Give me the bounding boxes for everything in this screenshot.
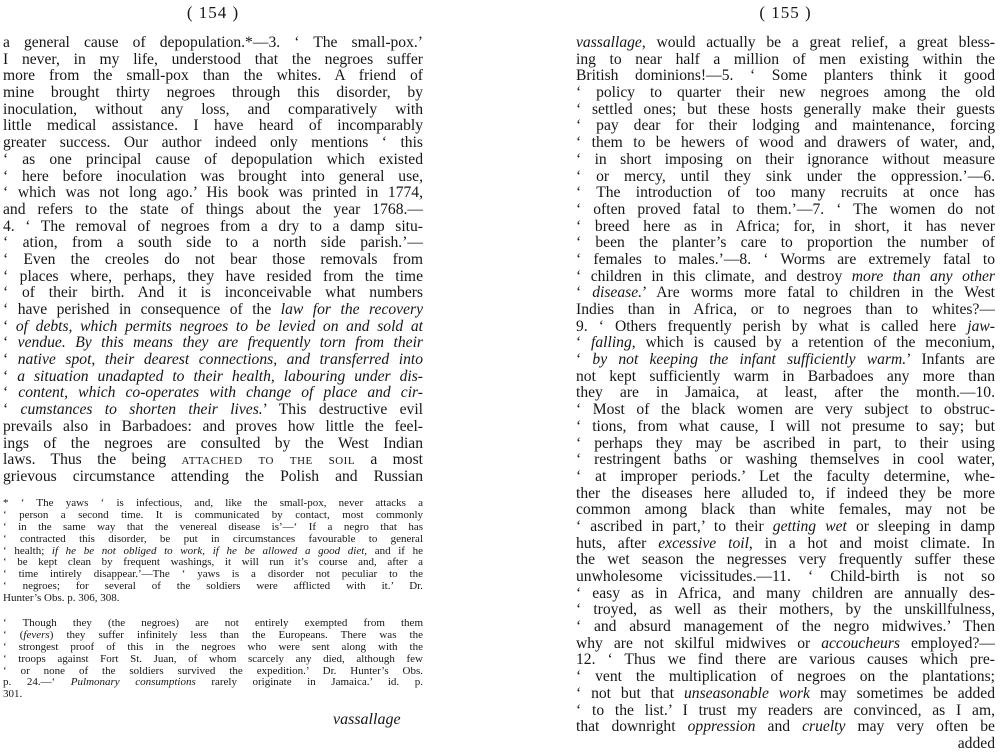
right-page [576,0,995,753]
text-line [576,385,995,402]
text-run: rarely originate in Jamaica.’ id. p. [195,677,423,689]
text-line [3,352,423,369]
text-line [576,302,995,319]
text-run: ‘ troops against Fort St. Juan, of whom scarcely any died, although few [3,653,423,665]
text-run: inoculation, without any loss, and comparatively with [3,101,423,118]
text-run: more from the small-pox than the whites. A friend of [3,68,423,85]
text-line [3,302,423,319]
italic-text: native spot, their dearest connections, and transferred into [17,352,423,369]
text-line [576,52,995,69]
text-run: p. 24.—‘ [3,677,71,689]
text-run: ‘ [3,335,18,352]
text-line [3,202,423,219]
text-run: ‘ here before inoculation was brought into general use, [3,168,423,185]
text-run: ‘ children in this climate, and destroy [576,268,852,285]
text-line [576,519,995,536]
text-run: ‘ [576,335,592,352]
text-run: 12. ‘ Thus we find there are various causes which pre- [576,652,995,669]
footnote-line [3,569,423,581]
text-run: ‘ them to be hewers of wood and drawers of water, and, [576,135,995,152]
text-run: ‘ at improper periods.’ Let the faculty determine, whe- [576,468,995,485]
italic-text: accoucheurs [821,635,900,652]
text-run: ‘ as one principal cause of depopulation which existed [3,151,423,168]
text-run: little medical assistance. I have heard of incomparably [3,118,423,135]
footnote-line [3,581,423,593]
text-line [576,486,995,503]
text-line [576,402,995,419]
text-line [3,135,423,152]
italic-text: getting wet [772,518,847,535]
text-line [576,35,995,52]
page-number-154: ( 154 ) [186,3,240,22]
text-line [3,452,423,469]
italic-text: falling [591,335,632,352]
text-run: I never, in my life, understood that the negroes suffer [3,51,423,68]
text-run: ‘ females to males.’—8. ‘ Worms are extremely fatal to [576,251,995,268]
text-run: ings of the negroes are consulted by the West Indian [3,435,423,452]
text-line [576,736,995,753]
italic-text: jaw- [967,318,995,335]
text-line [3,252,423,269]
text-line [576,536,995,553]
text-run: ‘ Most of the black women are very subject to obstruc- [576,402,995,419]
footnote-gap [3,605,423,618]
text-run: and if he [367,545,423,557]
text-run: Indies than in Africa, or to negroes than to whites?— [576,302,995,318]
text-line [3,469,423,486]
text-run: ‘ [3,402,21,419]
footnote-line [3,642,423,654]
text-run: common among black than white females, may not be [576,502,995,519]
italic-text: content, which co-operates with change of place and cir- [18,385,423,402]
text-line [576,169,995,186]
text-line [576,602,995,619]
footnote-line [3,498,423,510]
text-run: ‘ strongest proof of this in the negroes who were sent along with the [3,641,423,653]
text-line [576,586,995,603]
text-line [576,118,995,135]
text-run: laws. Thus the being [3,452,182,469]
italic-text: a situation unadapted to their health, labouring under dis- [17,368,423,385]
text-line [3,118,423,135]
italic-text: unseasonable work [683,685,810,702]
italic-text: of debts, which permits negroes to be levied on and sold at [15,318,423,335]
text-run: ‘ breed here as in Africa; for, in short, it has never [576,218,995,235]
italic-text: Pulmonary consumptions [70,677,196,689]
text-run: ‘ been the planter’s care to proportion the number of [576,235,995,252]
text-line [3,402,423,419]
text-run: ‘ health; [3,545,52,557]
text-run: a general cause of depopulation.*—3. ‘ The small-pox.’ [3,35,423,51]
text-run: 301. [3,689,23,701]
footnote-line [3,677,423,689]
italic-text: vendue. By this means they are frequently torn from their [17,335,423,352]
text-run: ‘ to the list.’ I trust my readers are convinced, as I am, [576,702,995,719]
text-run: grievous circumstance attending the Polish and Russian [3,468,423,485]
text-line [576,436,995,453]
text-run: ther the diseases here alluded to, if indeed they be more [576,485,995,502]
text-run: ‘ policy to quarter their new negroes among the old [576,85,995,102]
text-run: ’ This destructive evil [262,402,423,419]
text-line [576,619,995,636]
italic-text: by not keeping the infant sufficiently warm. [592,352,907,369]
italic-text: cruelty [802,719,846,736]
text-run: and refers to the state of things about the year 1768.— [3,201,423,218]
text-run: , in a hot and moist climate. In [748,535,995,552]
text-line [576,252,995,269]
text-line [576,636,995,653]
text-line [3,235,423,252]
italic-text: vassallage [576,35,642,51]
text-run: ‘ [576,285,593,302]
text-line [576,135,995,152]
text-run: ‘ restringent baths or washing themselves in cool water, [576,452,995,469]
text-run: ’ Infants are [906,352,995,369]
text-run: ‘ often proved fatal to them.’—7. ‘ The women do not [576,201,995,218]
text-line [3,169,423,186]
text-run: 4. ‘ The removal of negroes from a dry to a damp situ- [3,218,423,235]
text-line [3,269,423,286]
text-run: not kept sufficiently warm in Barbadoes any more than [576,368,995,385]
page-number-155: ( 155 ) [759,3,812,22]
text-run: ‘ [3,318,16,335]
footnote [3,498,423,605]
text-line [3,35,423,52]
text-line [3,219,423,236]
text-run: ‘ ascribed in part,’ to their [576,518,773,535]
text-run: ‘ time intirely disappear.’—The ‘ yaws is a disorder not peculiar to the [3,569,423,581]
text-line [3,419,423,436]
text-line [576,686,995,703]
text-run: ‘ [3,368,18,385]
italic-text: oppression [687,719,756,736]
left-page-body-text [3,35,423,486]
text-line [576,269,995,286]
text-run: ‘ [576,352,593,369]
text-line [576,569,995,586]
text-run: Hunter’s Obs. p. 306, 308. [3,593,120,605]
text-run: may very often be [845,719,995,736]
text-run: ‘ The introduction of too many recruits at once has [576,185,995,202]
text-line [3,369,423,386]
footnote-line [3,522,423,534]
text-line [576,703,995,720]
text-run: ‘ negroes; for several of the soldiers were afflicted with it.’ Dr. [3,581,423,593]
text-run: ing to near half a million of men existing within the [576,51,995,68]
text-run: may sometimes be added [809,685,995,702]
text-run: British dominions!—5. ‘ Some planters think it good [576,68,995,85]
footnote-line [3,666,423,678]
text-run: huts, after [576,535,659,552]
text-line [576,669,995,686]
text-line [3,335,423,352]
text-run: that downright [576,719,688,736]
text-run: why are not skilful midwives or [576,635,822,652]
text-line [576,452,995,469]
text-line [3,152,423,169]
text-line [576,185,995,202]
text-run: or sleeping in damp [846,518,995,535]
text-line [3,436,423,453]
text-run: employed?— [900,635,995,652]
text-run: added [957,735,995,752]
text-run: ‘ [3,352,18,369]
text-line [3,285,423,302]
text-line [576,235,995,252]
text-line [3,319,423,336]
text-run: ‘ and absurd management of the negro midwives.’ Then [576,619,995,636]
text-run: , would actually be a great relief, a great bless- [641,35,995,51]
text-run: ) they suffer infinitely less than the Europeans. There was the [49,629,423,641]
text-run: prevails also in Barbadoes: and proves how little the feel- [3,418,423,435]
footnote-line [3,654,423,666]
text-run: ‘ places where, perhaps, they have resided from the time [3,268,423,285]
text-run: 9. ‘ Others frequently perish by what is called here [576,318,968,335]
text-line [3,185,423,202]
footnote-line [3,689,423,701]
text-run: ‘ troyed, as well as their mothers, by the unskillfulness, [576,602,995,619]
text-line [3,68,423,85]
footnote-line [3,557,423,569]
footnote-line [3,630,423,642]
text-run: ‘ Even the creoles do not bear those removals from [3,251,423,268]
text-line [576,202,995,219]
text-line [576,419,995,436]
italic-text: fevers [23,629,50,641]
left-page [3,0,423,486]
text-run: ‘ which was not long ago.’ His book was printed in 1774, [3,185,423,202]
text-run: ‘ have perished in consequence of the [3,302,281,318]
text-line [576,219,995,236]
text-line [576,285,995,302]
footnote [3,618,423,701]
text-line [576,85,995,102]
footnote-line [3,510,423,522]
text-line [576,335,995,352]
text-run: ‘ be kept clean by frequent washings, it will run it’s course and, after a [3,557,423,569]
text-run: ‘ pay dear for their lodging and maintenance, forcing [576,118,995,135]
text-run: unwholesome vicissitudes.—11. ‘ Child-birth is not so [576,569,995,585]
text-run: ‘ Though they (the negroes) are not entirely exempted from them [3,618,423,630]
text-line [576,152,995,169]
text-run: greater success. Our author indeed only mentions ‘ this [3,135,423,152]
text-run: ‘ ( [3,629,24,641]
text-line [576,319,995,336]
text-run: ‘ or none of the soldiers survived the expedition.’ Dr. Hunter’s Obs. [3,665,423,677]
text-run: ‘ in the same way that the venereal disease is’—‘ If a negro that has [3,521,423,533]
text-line [576,652,995,669]
italic-text: excessive toil [658,535,749,552]
text-line [576,68,995,85]
text-run: ‘ perhaps they may be ascribed in part, to their using [576,435,995,452]
text-line [3,85,423,102]
catchword: vassallage [333,711,401,728]
text-run: they are in Jamaica, at least, after the month.—10. [576,385,995,402]
text-run: ‘ of their birth. And it is inconceivable what numbers [3,285,423,302]
text-run: a most [355,452,423,469]
text-line [576,469,995,486]
footnote-line [3,546,423,558]
small-caps-text: attached to the soil [181,452,356,469]
text-run: and [755,719,803,736]
text-run: ‘ not but that [576,685,684,702]
text-line [576,502,995,519]
footnote-line [3,618,423,630]
text-line [576,352,995,369]
text-run: , which is caused by a retention of the meconium, [631,335,995,352]
text-line [576,102,995,119]
footnote-line [3,593,423,605]
text-run: ‘ vent the multiplication of negroes on the plantations; [576,669,995,686]
footnote-line [3,534,423,546]
text-line [576,552,995,569]
text-run: ‘ person a second time. It is communicated by contact, most commonly [3,509,423,521]
text-run: ‘ in short imposing on their ignorance without measure [576,151,995,168]
text-run: ‘ contracted this disorder, be put in circumstances favourable to general [3,533,423,545]
text-line [3,52,423,69]
text-line [576,369,995,386]
left-page-footnotes [3,498,423,701]
text-run: the wet season the negresses very frequently suffer these [576,552,995,569]
text-line [3,385,423,402]
text-run: ‘ [3,385,19,402]
text-run: ‘ ation, from a south side to a north side parish.’— [3,235,423,252]
text-line [576,719,995,736]
text-run: ‘ or mercy, until they sink under the oppression.’—6. [576,168,995,185]
right-page-body-text [576,35,995,753]
italic-text: if he be not obliged to work, if he be allowed a good diet, [51,545,368,557]
italic-text: disease. [592,285,643,302]
text-run: mine brought thirty negroes through this disorder, by [3,85,423,102]
text-run: ‘ easy as in Africa, and many children are annually des- [576,585,995,602]
text-run: * ‘ The yaws ‘ is infectious, and, like the small-pox, never attacks a [3,498,423,509]
text-run: ’ Are worms more fatal to children in the West [642,285,995,302]
text-run: ‘ settled ones; but these hosts generally make their guests [576,101,995,118]
italic-text: cumstances to shorten their lives. [20,402,263,419]
italic-text: more than any other [851,268,995,285]
text-run: ‘ tions, from what cause, I will not presume to say; but [576,418,995,435]
text-line [3,102,423,119]
italic-text: law for the recovery [280,302,423,318]
